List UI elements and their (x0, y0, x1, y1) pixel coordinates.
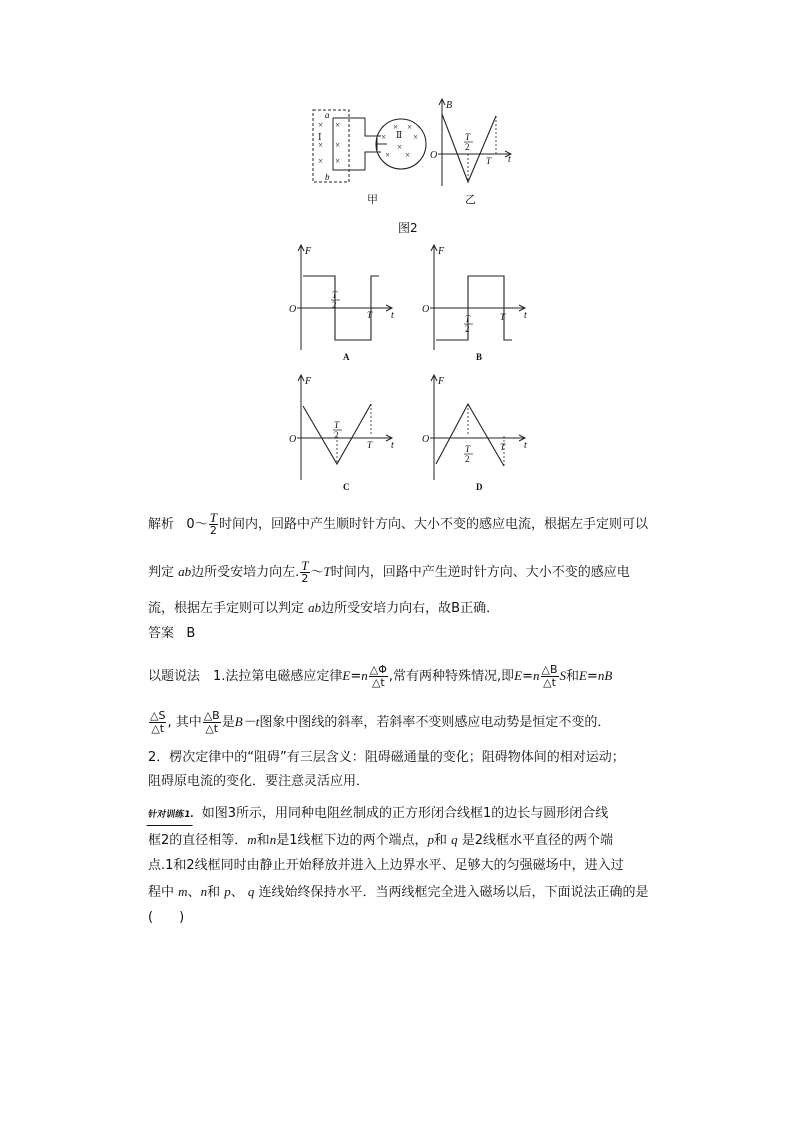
analysis-line-3: 流，根据左手定则可以判定 ab边所受安培力向右，故B正确． (148, 600, 500, 616)
svg-text:T: T (486, 156, 492, 166)
answer-value: B (186, 626, 196, 641)
svg-text:2: 2 (465, 142, 470, 152)
exercise-line-2: 框2的直径相等．m和n是1线框下边的两个端点，p和 q 是2线框水平直径的两个端 (148, 832, 614, 848)
caption-jia: 甲 (367, 194, 378, 206)
figure-2-title: 图2 (398, 221, 418, 235)
option-label: D (476, 482, 483, 492)
cross-mark: × (335, 156, 341, 166)
svg-text:B: B (446, 100, 453, 111)
cross-mark: × (381, 132, 387, 142)
option-label: B (476, 352, 483, 362)
cross-mark: × (318, 156, 324, 166)
caption-yi: 乙 (465, 194, 476, 206)
cross-mark: × (335, 140, 341, 150)
cross-mark: × (385, 150, 391, 160)
graph-label-half-T-den: 2 (465, 324, 470, 334)
cross-mark: × (407, 122, 413, 132)
cross-mark: × (405, 150, 411, 160)
label-II: Ⅱ (396, 130, 403, 140)
option-graph-B (420, 242, 540, 364)
option-graph-A (287, 242, 407, 364)
graph-label-axis-y: F (438, 376, 445, 387)
cross-mark: × (335, 120, 341, 130)
svg-text:t: t (508, 154, 511, 165)
figure-jia (305, 100, 438, 210)
graph-label-axis-y: F (305, 246, 312, 257)
svg-text:T: T (465, 132, 471, 142)
cross-mark: × (318, 120, 324, 130)
graph-label-origin: O (289, 434, 297, 445)
graph-label-T: T (500, 312, 506, 322)
method-line-2: $\frac{\triangle S}{\triangle t}$ , 其中 $\frac{\triangle B}{\triangle t}$ 是B－t图象中图线的斜率，若斜率不变则感应电动势是恒定不变的． (150, 709, 611, 735)
graph-label-half-T-den: 2 (332, 300, 337, 310)
graph-label-axis-x: t (524, 440, 527, 451)
method-line-3: 2．楞次定律中的“阻碍”有三层含义：阻碍磁通量的变化；阻碍物体间的相对运动； (148, 750, 625, 765)
graph-label-axis-x: t (391, 440, 394, 451)
option-label: C (343, 482, 350, 492)
analysis-line-2: 判定 ab边所受安培力向左. $\frac{T}{2}$ ～T时间内，回路中产生逆时针方向、大小不变的感应电 (148, 558, 630, 585)
option-label: A (343, 352, 350, 362)
option-graph-C (287, 372, 407, 494)
graph-label-half-T-num: T (332, 290, 338, 300)
graph-label-origin: O (289, 304, 297, 315)
method-line-1: 以题说法 1.法拉第电磁感应定律E=n $\frac{\triangle\Phi}{\triangle t}$ ,常有两种特殊情况,即E=n $\frac{\triangle B}{\triangle t}$ S和E=nB (148, 663, 613, 689)
square-loop (333, 118, 387, 144)
fraction-t-over-2: $\frac{T}{2}$ (209, 510, 217, 537)
label-b: b (325, 172, 330, 182)
graph-label-T: T (500, 442, 506, 452)
graph-label-origin: O (422, 434, 430, 445)
figure-yi (428, 96, 528, 210)
graph-label-half-T-num: T (465, 314, 471, 324)
cross-mark: × (397, 142, 403, 152)
svg-text:O: O (430, 150, 438, 161)
graph-label-half-T-den: 2 (465, 454, 470, 464)
exercise-badge: 针对训练1. (147, 805, 196, 826)
cross-mark: × (393, 122, 399, 132)
option-graph-D (420, 372, 540, 494)
exercise-line-1: 针对训练1. 如图3所示，用同种电阻丝制成的正方形闭合线框1的边长与圆形闭合线 (148, 804, 708, 826)
analysis-line-1: 解析 0～ $\frac{T}{2}$ 时间内，回路中产生顺时针方向、大小不变的感应电流，根据左手定则可以 (148, 510, 648, 537)
graph-label-origin: O (422, 304, 430, 315)
cross-mark: × (413, 132, 419, 142)
label-a: a (325, 110, 330, 120)
graph-label-half-T-num: T (465, 444, 471, 454)
graph-label-T: T (367, 310, 373, 320)
graph-label-axis-x: t (524, 310, 527, 321)
exercise-line-3: 点.1和2线框同时由静止开始释放并进入上边界水平、足够大的匀强磁场中，进入过 (148, 858, 624, 873)
graph-label-half-T-num: T (334, 420, 340, 430)
exercise-line-4: 程中 m、n和 p、 q 连线始终保持水平．当两线框完全进入磁场以后，下面说法正确的是 (148, 884, 649, 900)
exercise-line-5: ( ) (148, 910, 185, 925)
answer-line: 答案 B (148, 626, 196, 641)
graph-label-T: T (367, 440, 373, 450)
graph-label-axis-y: F (305, 376, 312, 387)
label-I: Ⅰ (318, 132, 322, 142)
graph-label-axis-x: t (391, 310, 394, 321)
cross-mark: × (318, 140, 324, 150)
method-line-4: 阻碍原电流的变化．要注意灵活应用． (148, 774, 370, 789)
graph-label-half-T-den: 2 (334, 430, 339, 440)
graph-label-axis-y: F (438, 246, 445, 257)
